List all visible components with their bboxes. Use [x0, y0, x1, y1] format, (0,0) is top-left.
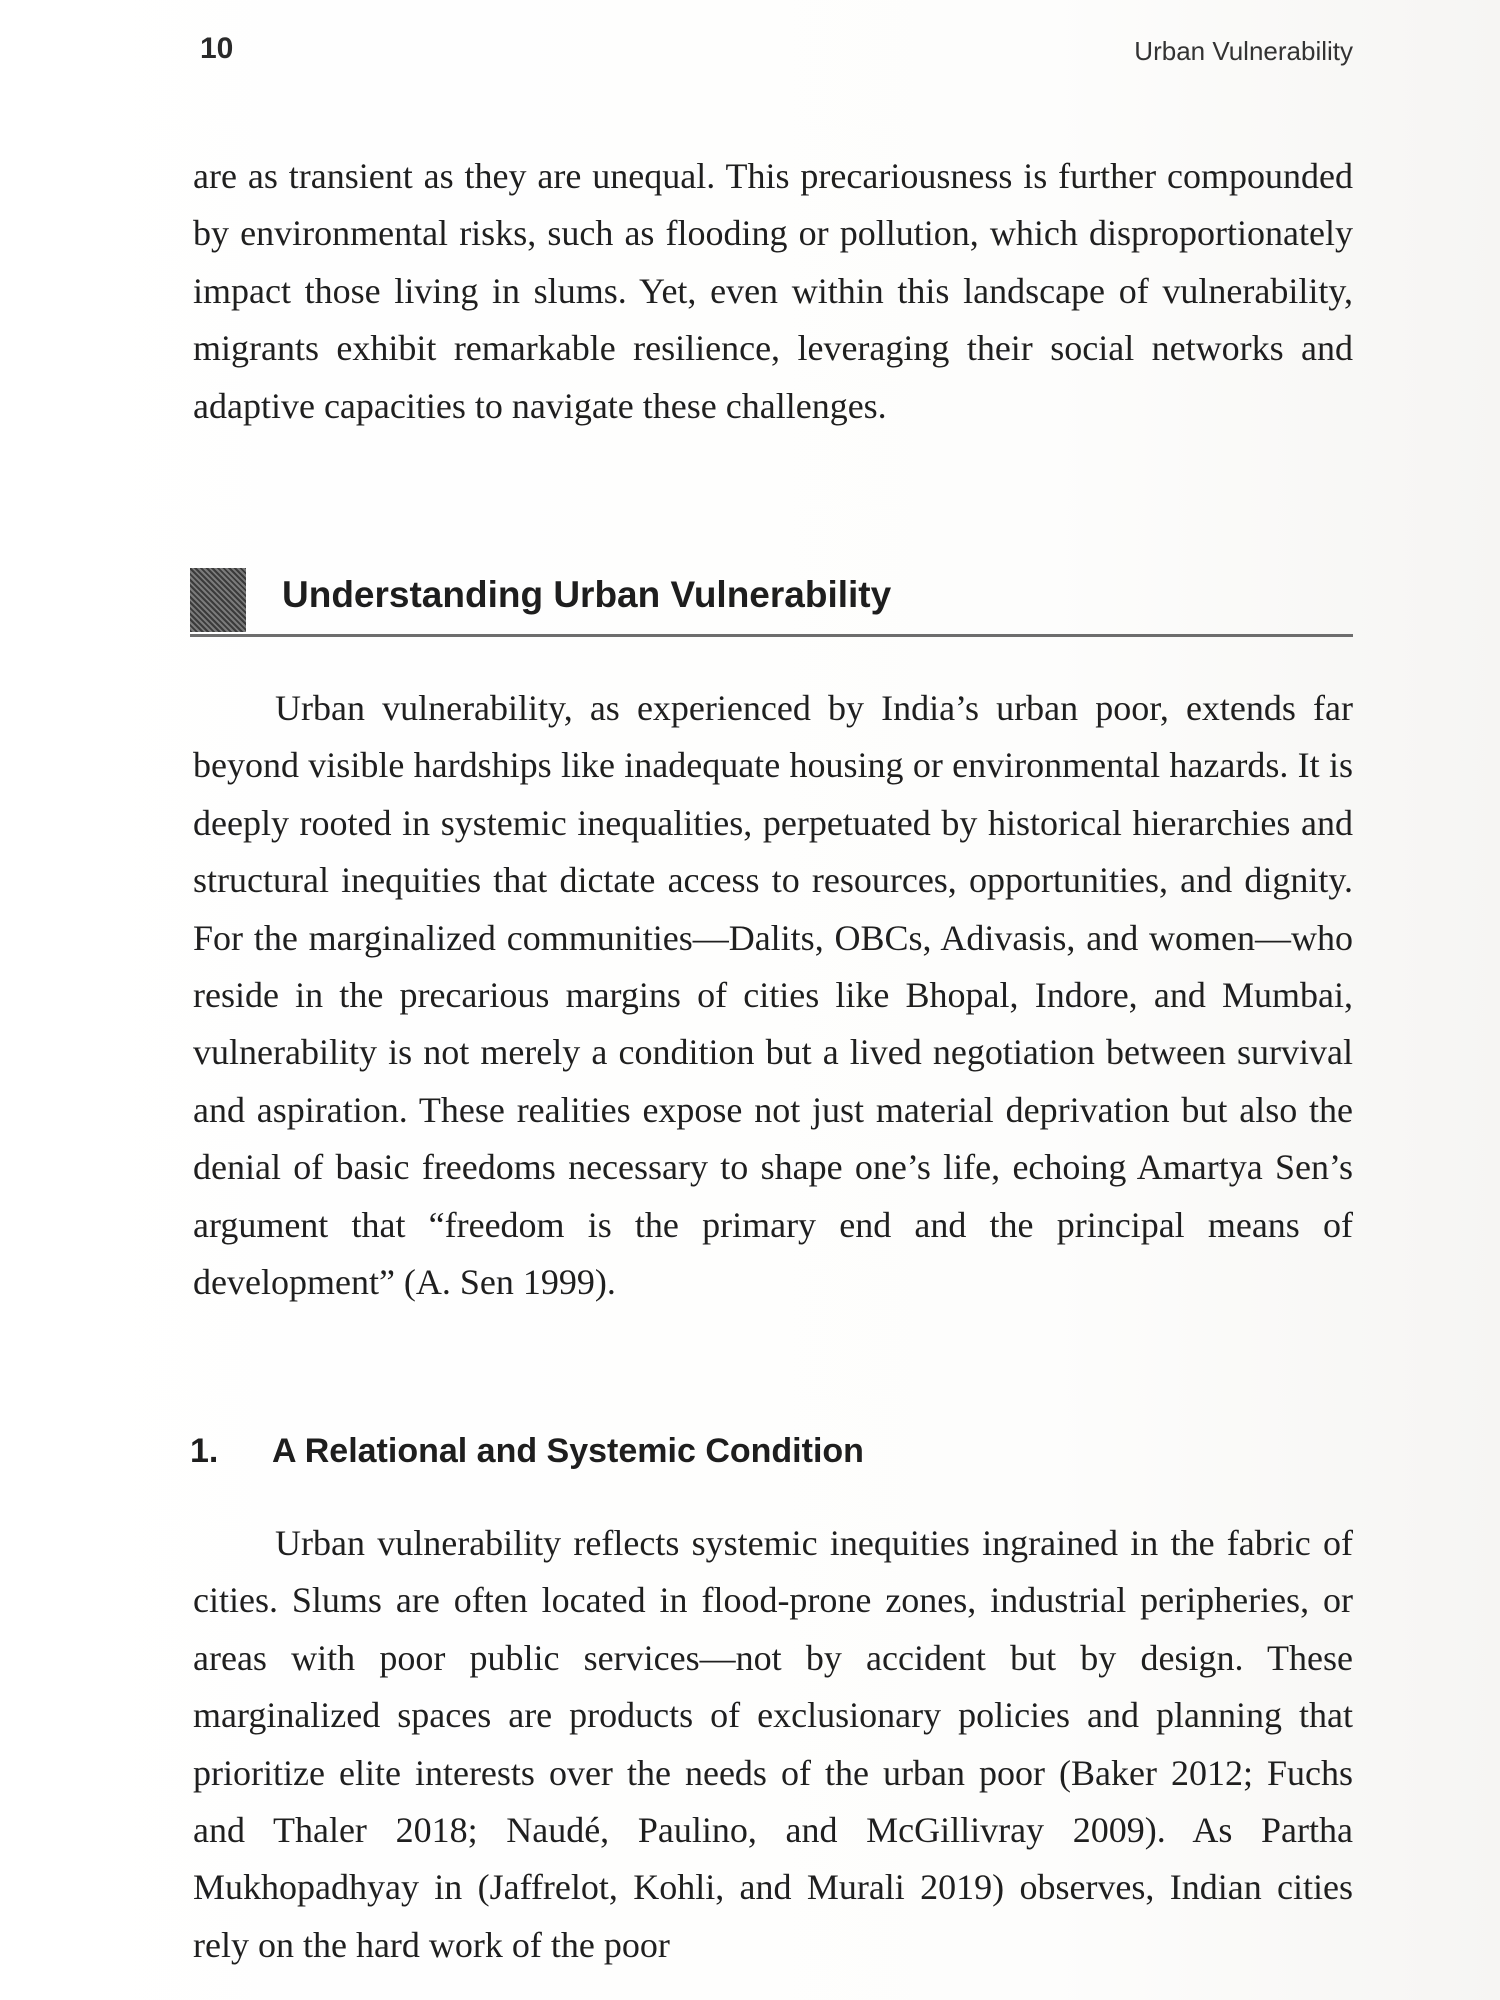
heading-rule [190, 634, 1353, 637]
subsection-heading [190, 1432, 864, 1471]
section-title: Understanding Urban Vulnerability [282, 574, 892, 615]
page-number: 10 [200, 32, 234, 65]
section-heading [190, 568, 1353, 638]
intro-paragraph-block [193, 148, 1353, 435]
running-head [200, 32, 1353, 72]
intro-paragraph: are as transient as they are unequal. This precariousness is further compounded by environmental risks, such as flooding or pollution, which disproportionately impact those living in slums. Yet, even within this landscape of vulnerability, migrants exhibit remarkable resilience, leveraging their social networks and adaptive capacities to navigate these challenges. [193, 156, 1353, 426]
relational-paragraph-block [193, 1515, 1353, 1974]
subsection-number: 1. [190, 1432, 219, 1470]
subsection-title: A Relational and Systemic Condition [272, 1432, 864, 1470]
running-title: Urban Vulnerability [1134, 36, 1353, 66]
relational-paragraph: Urban vulnerability reflects systemic inequities ingrained in the fabric of cities. Slums are often located in flood-prone zones, industrial peripheries, or areas with poor public services—not by accident but by design. These marginalized spaces are products of exclusionary policies and planning that prioritize elite interests over the needs of the urban poor (Baker 2012; Fuchs and Thaler 2018; Naudé, Paulino, and McGillivray 2009). As Partha Mukhopadhyay in (Jaffrelot, Kohli, and Murali 2019) observes, Indian cities rely on the hard work of the poor [193, 1523, 1353, 1965]
understanding-paragraph-block [193, 680, 1353, 1311]
heading-marker-block [190, 568, 246, 632]
understanding-paragraph: Urban vulnerability, as experienced by India’s urban poor, extends far beyond visible hardships like inadequate housing or environmental hazards. It is deeply rooted in systemic inequalities, perpetuated by historical hierarchies and structural inequities that dictate access to resources, opportunities, and dignity. For the marginalized communities—Dalits, OBCs, Adivasis, and women—who reside in the precarious margins of cities like Bhopal, Indore, and Mumbai, vulnerability is not merely a condition but a lived negotiation between survival and aspiration. These realities expose not just material deprivation but also the denial of basic freedoms necessary to shape one’s life, echoing Amartya Sen’s argument that “freedom is the primary end and the principal means of development” (A. Sen 1999). [193, 688, 1353, 1303]
